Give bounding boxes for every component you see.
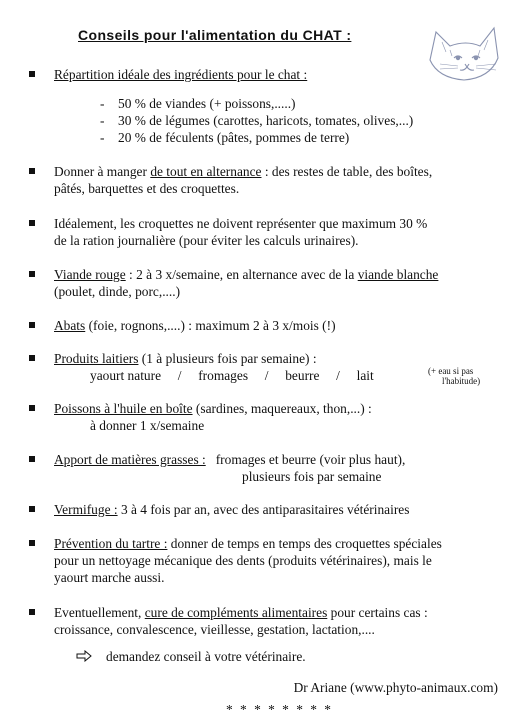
item-poissons: Poissons à l'huile en boîte (sardines, maquereaux, thon,...) : à donner 1 x/semaine (54, 400, 514, 434)
star-separator: * * * * * * * * (226, 702, 333, 717)
item-repartition (54, 66, 514, 83)
square-bullet-icon (29, 220, 35, 226)
alternance-label: de tout en alternance (150, 164, 262, 179)
grasses-label: Apport de matières grasses : (54, 452, 206, 467)
sub-item-viandes: - 50 % de viandes (+ poissons,.....) (100, 96, 296, 111)
square-bullet-icon (29, 456, 35, 462)
advice-text: demandez conseil à votre vétérinaire. (106, 649, 306, 664)
laitiers-note: (+ eau si pas l'habitude) (428, 366, 481, 386)
item-grasses: Apport de matières grasses : fromages et beurre (voir plus haut), plusieurs fois par semaine (54, 451, 514, 485)
advice-line (76, 648, 306, 665)
square-bullet-icon (29, 506, 35, 512)
abats-label: Abats (54, 318, 86, 333)
poissons-label: Poissons à l'huile en boîte (54, 401, 193, 416)
item-alternance: Donner à manger de tout en alternance : des restes de table, des boîtes, pâtés, barquettes et des croquettes. (54, 163, 514, 197)
repartition-label: Répartition idéale des ingrédients pour le chat : (54, 67, 308, 82)
square-bullet-icon (29, 540, 35, 546)
item-vermifuge: Vermifuge : 3 à 4 fois par an, avec des antiparasitaires vétérinaires (54, 501, 514, 518)
item-laitiers: Produits laitiers (1 à plusieurs fois par semaine) : yaourt nature / fromages / beurre / lait (+ eau si pas l'habitude) (54, 350, 514, 384)
sub-item-feculents: - 20 % de féculents (pâtes, pommes de terre) (100, 130, 350, 145)
outline-arrow-icon (76, 650, 92, 662)
laitiers-label: Produits laitiers (54, 351, 139, 366)
square-bullet-icon (29, 71, 35, 77)
square-bullet-icon (29, 355, 35, 361)
tartre-label: Prévention du tartre : (54, 536, 168, 551)
viande-blanche-label: viande blanche (357, 267, 439, 282)
square-bullet-icon (29, 168, 35, 174)
viande-rouge-label: Viande rouge (54, 267, 126, 282)
sub-list (100, 95, 413, 146)
document-title: Conseils pour l'alimentation du CHAT : (78, 27, 352, 43)
item-croquettes: Idéalement, les croquettes ne doivent représenter que maximum 30 % de la ration journalière (pour éviter les calculs urinaires). (54, 215, 514, 249)
vermifuge-label: Vermifuge : (54, 502, 118, 517)
complements-label: cure de compléments alimentaires (144, 605, 328, 620)
item-tartre: Prévention du tartre : donner de temps en temps des croquettes spéciales pour un nettoyage mécanique des dents (produits vétérinaires), mais le yaourt marche aussi. (54, 535, 514, 586)
item-viande: Viande rouge : 2 à 3 x/semaine, en alternance avec de la viande blanche (poulet, dinde, porc,....) (54, 266, 514, 300)
sub-item-legumes: - 30 % de légumes (carottes, haricots, tomates, olives,...) (100, 113, 414, 128)
author-signature: Dr Ariane (www.phyto-animaux.com) (293, 680, 498, 695)
item-complements: Eventuellement, cure de compléments alimentaires pour certains cas : croissance, convalescence, vieillesse, gestation, lactation,.... (54, 604, 514, 638)
item-abats: Abats (foie, rognons,....) : maximum 2 à 3 x/mois (!) (54, 317, 514, 334)
square-bullet-icon (29, 322, 35, 328)
square-bullet-icon (29, 609, 35, 615)
square-bullet-icon (29, 405, 35, 411)
square-bullet-icon (29, 271, 35, 277)
